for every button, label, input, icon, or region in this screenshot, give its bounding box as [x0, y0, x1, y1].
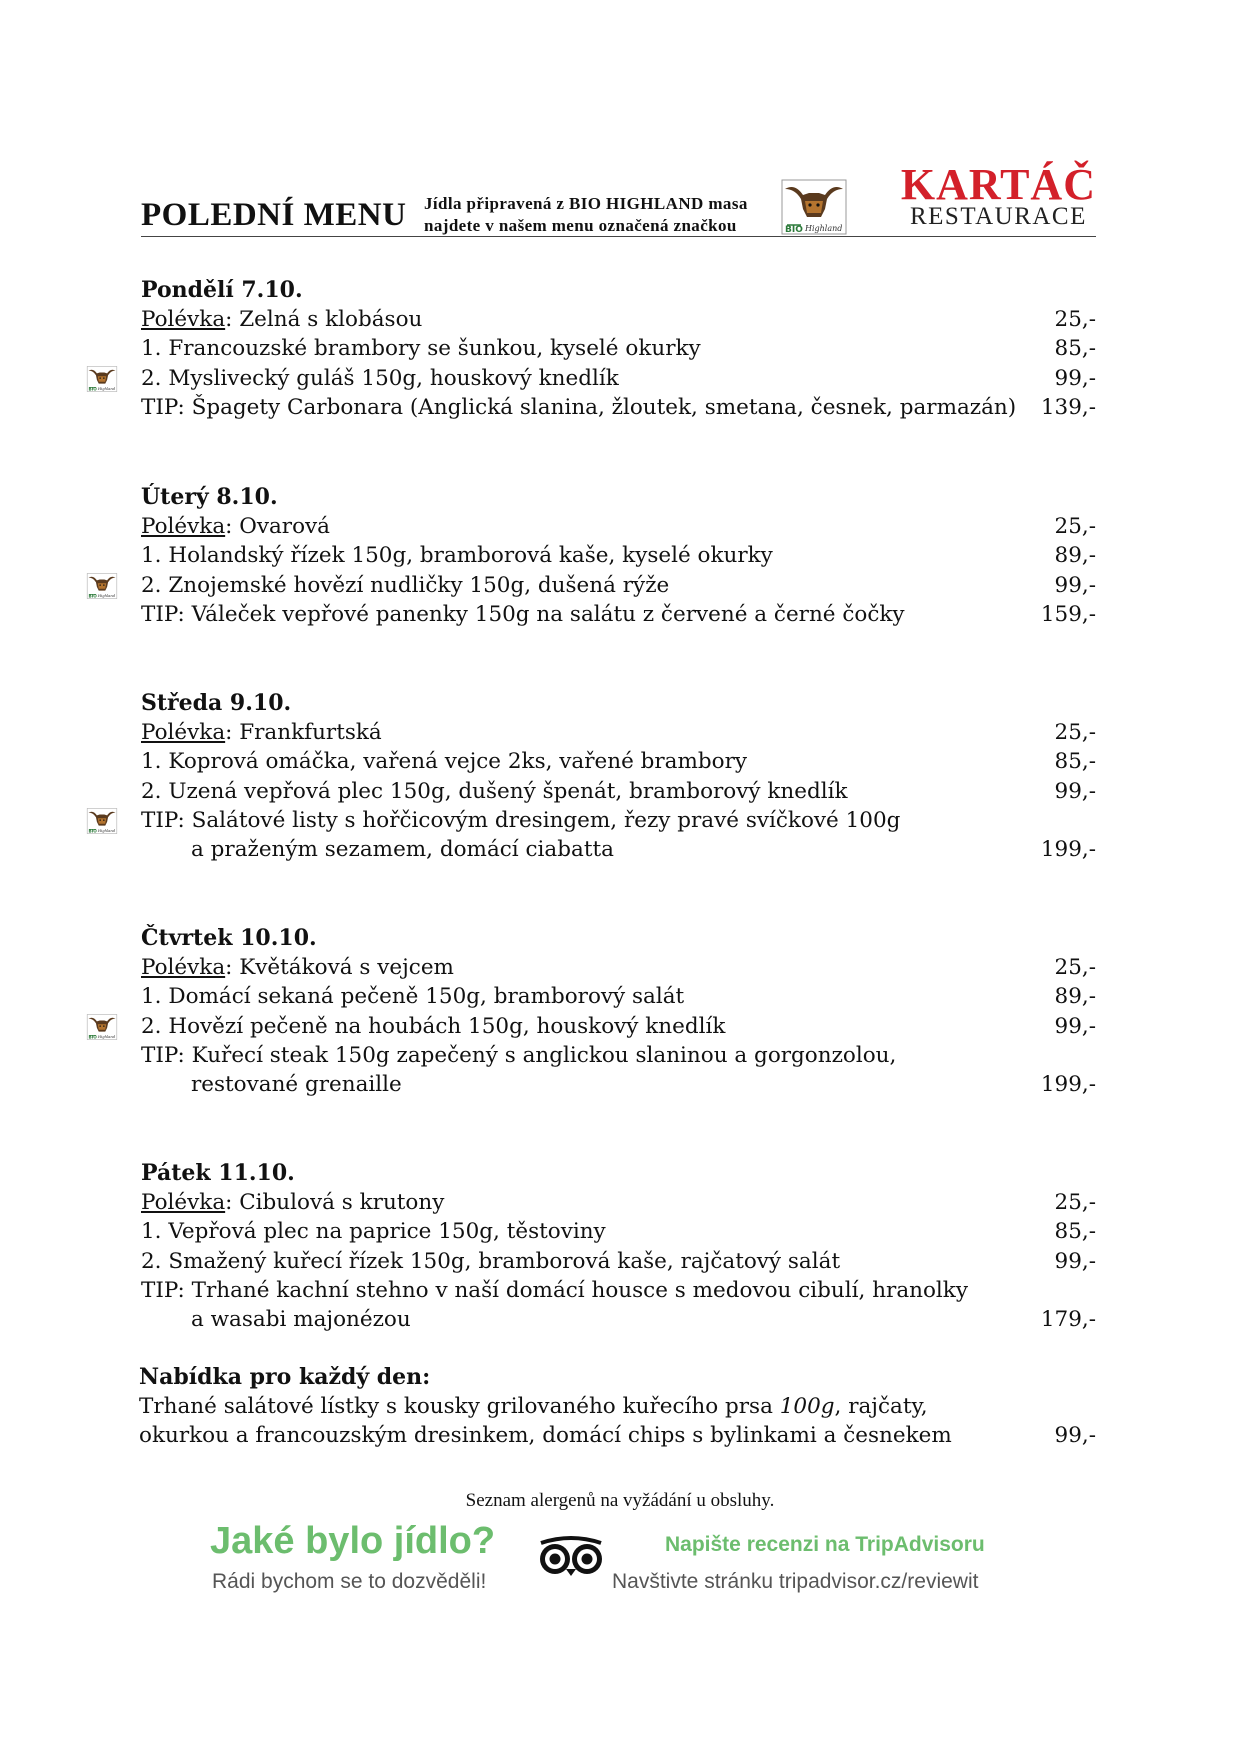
- tip-item-continued: [141, 1070, 1096, 1099]
- soup-label: Polévka: [141, 514, 226, 539]
- soup-row: [141, 305, 1096, 334]
- menu-item-1: [141, 541, 1096, 570]
- tip-item: [141, 1041, 1096, 1070]
- tip-name: TIP: Salátové listy s hořčicovým dresingem, řezy pravé svíčkové 100g: [141, 807, 901, 833]
- item-name: 2. Myslivecký guláš 150g, houskový knedlík: [141, 365, 619, 391]
- item-price: 99,-: [1054, 778, 1096, 804]
- review-question: Jaké bylo jídlo?: [210, 1520, 496, 1562]
- tip-name: TIP: Špagety Carbonara (Anglická slanina, žloutek, smetana, česnek, parmazán): [141, 394, 1017, 420]
- tip-price: 199,-: [1040, 837, 1096, 863]
- day-title: Pátek 11.10.: [141, 1160, 295, 1186]
- tip-name-line-2: a praženým sezamem, domácí ciabatta: [191, 837, 614, 863]
- soup-label: Polévka: [141, 1190, 226, 1215]
- item-price: 99,-: [1054, 1248, 1096, 1274]
- menu-item-2: [141, 364, 1096, 393]
- soup-name: : Frankfurtská: [225, 720, 382, 745]
- item-price: 85,-: [1054, 749, 1096, 775]
- tip-name-line-2: a wasabi majonézou: [191, 1307, 411, 1333]
- item-name: 1. Koprová omáčka, vařená vejce 2ks, vařené brambory: [141, 749, 748, 775]
- day-section-monday: [141, 276, 1096, 422]
- tip-item-continued: [141, 1305, 1096, 1334]
- soup-name: : Zelná s klobásou: [225, 307, 423, 332]
- menu-item-1: [141, 747, 1096, 776]
- menu-header: [141, 160, 1096, 237]
- soup-label: Polévka: [141, 720, 226, 745]
- review-subtitle: Rádi bychom se to dozvěděli!: [212, 1570, 487, 1593]
- allergen-note: Seznam alergenů na vyžádání u obsluhy.: [465, 1490, 775, 1511]
- bio-highland-mark-icon: [85, 366, 119, 392]
- daily-offer-section: [139, 1363, 1096, 1451]
- item-name: 2. Znojemské hovězí nudličky 150g, dušená rýže: [141, 572, 670, 598]
- brand-name: KARTÁČ: [900, 160, 1096, 209]
- tip-item: [141, 1276, 1096, 1305]
- restaurant-brand: [900, 160, 1096, 230]
- tip-name-line-2: restované grenaille: [191, 1072, 402, 1098]
- item-name: 2. Hovězí pečeně na houbách 150g, houskový knedlík: [141, 1013, 726, 1039]
- soup-name: : Cibulová s krutony: [225, 1190, 445, 1215]
- soup-price: 25,-: [1054, 955, 1096, 980]
- item-price: 89,-: [1054, 543, 1096, 569]
- soup-row: [141, 953, 1096, 982]
- item-price: 89,-: [1054, 984, 1096, 1010]
- tip-item: [141, 393, 1096, 422]
- tip-price: 179,-: [1040, 1307, 1096, 1333]
- soup-label: Polévka: [141, 955, 226, 980]
- header-divider: [141, 236, 1096, 237]
- tip-name: TIP: Váleček vepřové panenky 150g na salátu z červené a černé čočky: [141, 601, 905, 627]
- day-title: Čtvrtek 10.10.: [141, 925, 317, 951]
- daily-offer-text-c: , rajčaty,: [834, 1394, 928, 1419]
- tripadvisor-owl-icon: [535, 1535, 607, 1577]
- soup-price: 25,-: [1054, 720, 1096, 745]
- tip-price: 199,-: [1040, 1072, 1096, 1098]
- menu-item-1: [141, 334, 1096, 363]
- item-name: 1. Domácí sekaná pečeně 150g, bramborový salát: [141, 984, 685, 1010]
- item-name: 2. Uzená vepřová plec 150g, dušený špenát, bramborový knedlík: [141, 778, 848, 804]
- soup-price: 25,-: [1054, 514, 1096, 539]
- soup-row: [141, 1188, 1096, 1217]
- bio-note-line-1: Jídla připravená z BIO HIGHLAND masa: [424, 194, 748, 213]
- soup-row: [141, 718, 1096, 747]
- review-url: Navštivte stránku tripadvisor.cz/reviewit: [612, 1570, 979, 1593]
- day-section-friday: [141, 1159, 1096, 1334]
- bio-highland-mark-icon: [85, 573, 119, 599]
- day-section-wednesday: [141, 689, 1096, 864]
- item-price: 85,-: [1054, 336, 1096, 362]
- item-price: 99,-: [1054, 1013, 1096, 1039]
- day-title: Úterý 8.10.: [141, 484, 278, 510]
- day-section-thursday: [141, 924, 1096, 1099]
- menu-item-1: [141, 1217, 1096, 1246]
- soup-price: 25,-: [1054, 1190, 1096, 1215]
- daily-offer-line-1: [139, 1392, 1096, 1421]
- day-title: Středa 9.10.: [141, 690, 292, 716]
- soup-price: 25,-: [1054, 307, 1096, 332]
- soup-label: Polévka: [141, 307, 226, 332]
- day-title: Pondělí 7.10.: [141, 277, 303, 303]
- item-price: 99,-: [1054, 572, 1096, 598]
- day-section-tuesday: [141, 483, 1096, 629]
- brand-subtitle: RESTAURACE: [909, 203, 1087, 230]
- menu-item-2: [141, 1012, 1096, 1041]
- tip-item: [141, 806, 1096, 835]
- item-name: 1. Francouzské brambory se šunkou, kyselé okurky: [141, 336, 701, 362]
- tip-item-continued: [141, 835, 1096, 864]
- menu-item-2: [141, 777, 1096, 806]
- soup-name: : Květáková s vejcem: [225, 955, 454, 980]
- daily-offer-text-line-2: okurkou a francouzským dresinkem, domácí chips s bylinkami a česnekem: [139, 1423, 952, 1449]
- daily-offer-text-a: Trhané salátové lístky s kousky grilovaného kuřecího prsa: [139, 1394, 780, 1419]
- daily-offer-line-2: [139, 1421, 1096, 1450]
- daily-offer-weight: 100g: [779, 1394, 835, 1419]
- tip-name: TIP: Trhané kachní stehno v naší domácí housce s medovou cibulí, hranolky: [141, 1277, 968, 1303]
- tip-name: TIP: Kuřecí steak 150g zapečený s anglickou slaninou a gorgonzolou,: [141, 1042, 897, 1068]
- tip-price: 159,-: [1040, 601, 1096, 627]
- item-name: 1. Holandský řízek 150g, bramborová kaše, kyselé okurky: [141, 543, 773, 569]
- daily-offer-price: 99,-: [1054, 1423, 1096, 1449]
- bio-highland-mark-icon: [85, 808, 119, 834]
- bio-note-line-2: najdete v našem menu označená značkou: [424, 216, 737, 235]
- item-price: 85,-: [1054, 1219, 1096, 1245]
- review-cta: Napište recenzi na TripAdvisoru: [665, 1533, 985, 1556]
- bio-highland-logo-icon: [781, 179, 847, 235]
- menu-item-2: [141, 1247, 1096, 1276]
- soup-name: : Ovarová: [225, 514, 330, 539]
- menu-item-1: [141, 982, 1096, 1011]
- soup-row: [141, 512, 1096, 541]
- item-name: 1. Vepřová plec na paprice 150g, těstoviny: [141, 1219, 606, 1245]
- daily-offer-title: Nabídka pro každý den:: [139, 1364, 431, 1390]
- tip-item: [141, 600, 1096, 629]
- tip-price: 139,-: [1040, 394, 1096, 420]
- item-name: 2. Smažený kuřecí řízek 150g, bramborová kaše, rajčatový salát: [141, 1248, 841, 1274]
- tripadvisor-banner: [210, 1520, 1030, 1610]
- bio-highland-mark-icon: [85, 1014, 119, 1040]
- bio-highland-note: [424, 193, 748, 237]
- menu-item-2: [141, 571, 1096, 600]
- page-title: POLEDNÍ MENU: [141, 197, 407, 233]
- item-price: 99,-: [1054, 365, 1096, 391]
